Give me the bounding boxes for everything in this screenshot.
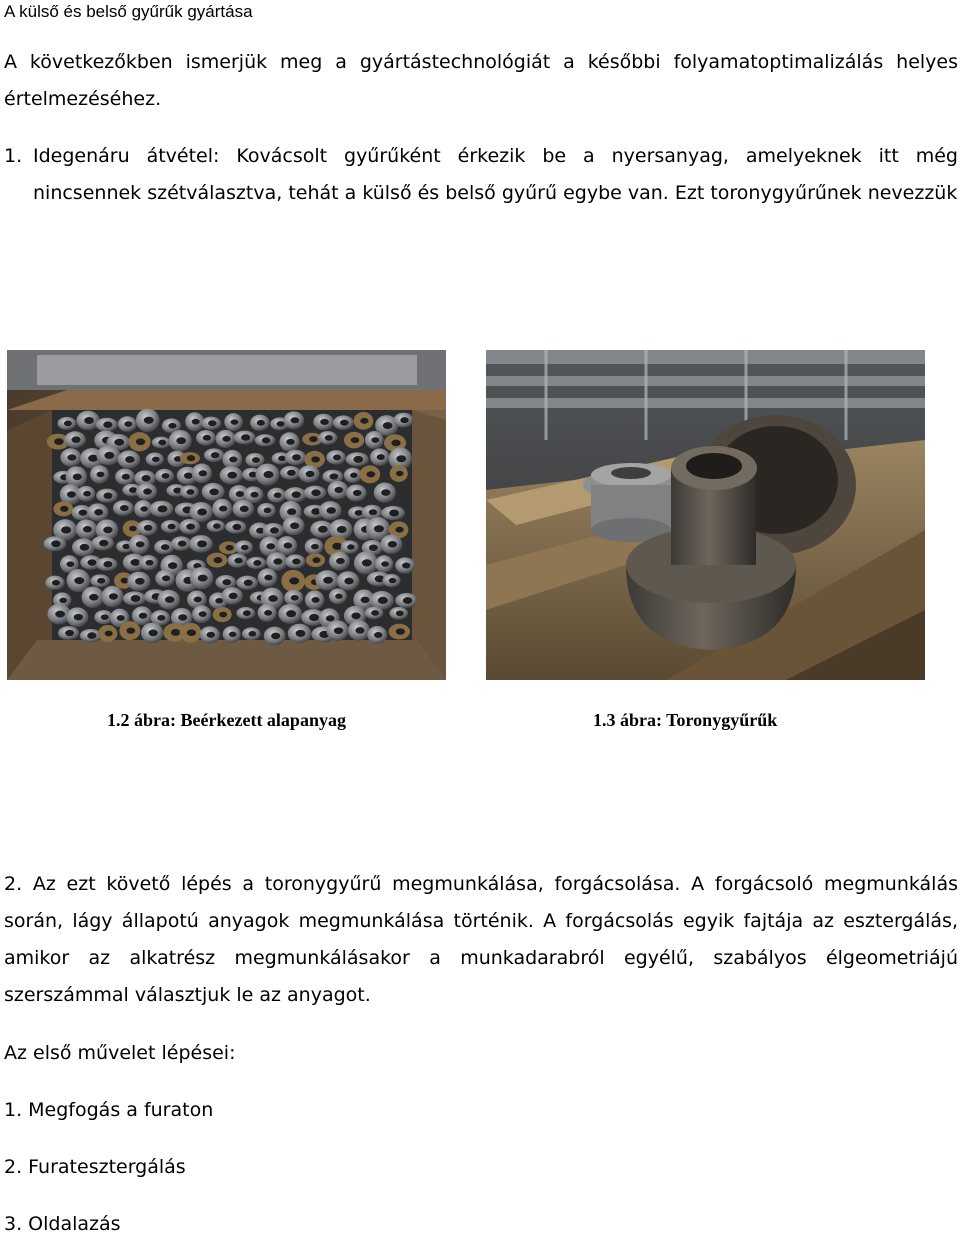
ring-hole-texture	[396, 628, 405, 634]
crate-of-rings-image	[7, 350, 446, 680]
ring-hole-texture	[287, 470, 296, 476]
ring-hole-texture	[374, 525, 384, 532]
ring-hole-texture	[97, 578, 105, 584]
ring-hole-texture	[131, 595, 141, 602]
ring-hole-texture	[208, 420, 216, 426]
ring-hole-texture	[347, 544, 355, 549]
ring-hole-texture	[143, 488, 152, 494]
ring-hole-texture	[61, 526, 71, 533]
ring-hole-texture	[290, 522, 299, 529]
ring-hole-texture	[395, 527, 403, 533]
ring-hole-texture	[335, 594, 343, 599]
ring-hole-texture	[168, 524, 176, 530]
ring-hole-texture	[84, 417, 94, 424]
ring-hole-texture	[146, 560, 154, 566]
ring-hole-texture	[215, 598, 223, 604]
ring-hole-texture	[253, 560, 261, 566]
ring-hole-texture	[120, 505, 129, 511]
ring-hole-texture	[165, 596, 174, 603]
ring-hole-texture	[291, 417, 300, 423]
ring-hole-texture	[178, 541, 187, 547]
ring-hole-texture	[51, 540, 61, 547]
ring-hole-texture	[135, 578, 145, 585]
ring-hole-texture	[391, 440, 400, 447]
ring-hole-texture	[209, 488, 219, 495]
ring-hole-texture	[197, 508, 207, 515]
ring-hole-texture	[94, 509, 103, 515]
ring-hole-texture	[222, 579, 231, 585]
ring-hole-texture	[309, 614, 319, 621]
ring-hole-texture	[227, 472, 237, 479]
ring-hole-texture	[121, 578, 129, 584]
ring-hole-texture	[199, 611, 207, 617]
ring-hole-texture	[292, 491, 301, 498]
ring-hole-texture	[186, 524, 195, 530]
ring-hole-texture	[400, 417, 408, 423]
ring-hole-texture	[231, 419, 239, 425]
ring-hole-texture	[287, 508, 296, 515]
ring-hole-texture	[144, 525, 153, 531]
ring-hole-texture	[125, 456, 135, 463]
ring-hole-texture	[184, 472, 193, 478]
ring-hole-texture	[361, 597, 370, 603]
ring-hole-texture	[139, 613, 147, 619]
ring-hole-texture	[311, 456, 320, 462]
ring-hole-texture	[129, 526, 137, 531]
ring-hole-texture	[60, 506, 68, 512]
ring-hole-texture	[318, 526, 328, 533]
ring-hole-texture	[286, 610, 296, 617]
ring-hole-texture	[309, 436, 317, 442]
ring-hole-texture	[79, 510, 88, 516]
ring-hole-texture	[136, 541, 145, 547]
ring-hole-texture	[168, 562, 177, 569]
operation-item-3: 3. Oldalazás	[4, 1213, 121, 1235]
ring-hole-texture	[278, 456, 286, 462]
ring-hole-texture	[374, 632, 382, 638]
ring-hole-texture	[381, 561, 389, 567]
ring-hole-texture	[264, 471, 274, 478]
ring-hole-texture	[262, 437, 271, 443]
ring-hole-texture	[211, 452, 220, 458]
ring-hole-texture	[383, 422, 393, 429]
ring-hole-texture	[74, 614, 83, 621]
ring-hole-texture	[306, 471, 315, 477]
ring-hole-texture	[362, 559, 372, 566]
ring-hole-texture	[353, 456, 363, 463]
step-1-paragraph	[4, 138, 958, 212]
ring-hole-texture	[268, 595, 278, 602]
ring-hole-texture	[291, 595, 299, 601]
operations-title: Az első művelet lépései:	[4, 1042, 236, 1064]
ring-hole-texture	[129, 487, 137, 493]
ring-hole-texture	[67, 491, 76, 497]
ring-hole-texture	[122, 544, 130, 549]
ring-hole-texture	[350, 473, 358, 478]
ring-hole-texture	[199, 470, 208, 476]
ring-hole-texture	[369, 509, 377, 515]
ring-hole-texture	[250, 492, 258, 498]
ring-hole-texture	[103, 421, 112, 428]
ring-hole-texture	[332, 543, 342, 550]
operation-item-2: 2. Furatesztergálás	[4, 1156, 186, 1178]
ring-hole-texture	[273, 558, 282, 564]
ring-hole-texture	[54, 438, 63, 445]
ring-hole-texture	[381, 489, 390, 496]
ring-hole-texture	[103, 492, 112, 498]
ring-hole-texture	[109, 593, 118, 599]
ring-hole-texture	[367, 471, 376, 477]
ring-hole-texture	[396, 610, 404, 616]
ring-hole-texture	[130, 559, 140, 566]
document-header: A külső és belső gyűrűk gyártása	[4, 2, 253, 21]
ring-hole-texture	[136, 438, 145, 445]
ring-hole-texture	[326, 615, 335, 621]
ring-hole-texture	[229, 632, 237, 637]
ring-hole-texture	[257, 420, 265, 426]
figure-1-2-caption: 1.2 ábra: Beérkezett alapanyag	[107, 710, 346, 730]
ring-hole-texture	[187, 455, 195, 461]
ring-hole-texture	[325, 435, 333, 441]
ring-hole-texture	[87, 559, 96, 565]
ring-hole-texture	[192, 419, 200, 425]
ring-hole-texture	[232, 524, 241, 530]
ring-hole-texture	[157, 615, 165, 621]
ring-hole-texture	[162, 473, 170, 479]
ring-hole-texture	[72, 436, 81, 442]
ring-hole-texture	[152, 457, 160, 462]
ring-hole-texture	[252, 457, 260, 463]
ring-hole-texture	[355, 627, 364, 633]
ring-hole-texture	[371, 437, 379, 443]
ring-hole-texture	[219, 506, 227, 512]
ring-hole-texture	[73, 474, 82, 480]
ring-hole-texture	[344, 578, 354, 585]
ring-hole-texture	[244, 580, 253, 586]
ring-hole-texture	[65, 630, 74, 636]
ring-hole-texture	[194, 597, 202, 603]
ring-hole-texture	[286, 439, 294, 445]
ring-hole-texture	[323, 577, 333, 584]
ring-hole-texture	[264, 508, 272, 514]
ring-hole-texture	[264, 575, 272, 581]
ring-hole-texture	[148, 630, 157, 637]
ring-hole-texture	[104, 452, 114, 459]
ring-hole-texture	[369, 544, 378, 550]
ring-hole-texture	[329, 473, 338, 479]
ring-hole-texture	[161, 544, 169, 550]
step-1-text: Idegenáru átvétel: Kovácsolt gyűrűként érkezik be a nyersanyag, amelyeknek itt még nincsennek szétválasztva, tehát a külső és belső gyűrű egybe van. Ezt toronygyűrűnek nevezzük	[33, 145, 958, 204]
ring-hole-texture	[371, 610, 379, 616]
ring-hole-texture	[264, 610, 272, 616]
ring-hole-texture	[296, 630, 306, 637]
ring-hole-texture	[396, 455, 406, 462]
ring-hole-texture	[140, 506, 148, 511]
ring-hole-texture	[355, 510, 363, 516]
ring-hole-texture	[248, 631, 256, 637]
ring-hole-texture	[142, 475, 151, 481]
ring-hole-texture	[271, 633, 280, 640]
ring-hole-texture	[207, 632, 215, 638]
ring-hole-texture	[162, 575, 170, 581]
ring-hole-texture	[229, 593, 238, 599]
ring-hole-texture	[277, 421, 285, 427]
ring-hole-texture	[178, 614, 187, 620]
ring-hole-texture	[378, 597, 388, 604]
ring-hole-texture	[171, 629, 181, 636]
ring-hole-texture	[334, 487, 343, 493]
ring-hole-texture	[241, 434, 250, 441]
ring-hole-texture	[289, 577, 299, 584]
ring-hole-texture	[80, 544, 90, 551]
ring-hole-texture	[64, 421, 72, 427]
ring-hole-texture	[122, 474, 130, 480]
ring-hole-texture	[198, 575, 208, 582]
ring-hole-texture	[274, 492, 282, 498]
ring-hole-texture	[168, 423, 176, 429]
ring-hole-texture	[103, 561, 112, 567]
ring-hole-texture	[388, 541, 397, 548]
ring-hole-texture	[270, 527, 279, 533]
ring-hole-texture	[222, 436, 230, 442]
ring-hole-texture	[312, 557, 320, 563]
tower-rings-image	[486, 350, 925, 680]
ring-hole-texture	[105, 631, 113, 637]
ring-hole-texture	[389, 578, 397, 583]
ring-hole-texture	[234, 558, 242, 564]
ring-hole-texture	[333, 455, 341, 461]
ring-hole-texture	[327, 507, 336, 514]
ring-hole-texture	[213, 523, 221, 529]
figure-1-3-caption: 1.3 ábra: Toronygyűrűk	[593, 710, 778, 730]
ring-hole-texture	[67, 454, 76, 460]
ring-hole-texture	[89, 594, 98, 601]
ring-hole-texture	[55, 611, 65, 618]
ring-hole-texture	[114, 439, 124, 446]
ring-hole-texture	[334, 627, 343, 634]
ring-hole-texture	[320, 419, 329, 425]
ring-hole-texture	[403, 597, 412, 604]
ring-hole-texture	[187, 629, 196, 636]
ring-hole-texture	[187, 489, 195, 495]
ring-hole-texture	[402, 562, 410, 568]
ring-hole-texture	[311, 544, 319, 550]
photo-tower-rings	[486, 350, 925, 680]
ring-hole-texture	[292, 558, 300, 564]
ring-hole-texture	[66, 561, 74, 567]
ring-hole-texture	[236, 491, 244, 497]
ring-hole-texture	[351, 613, 360, 620]
ring-hole-texture	[336, 558, 345, 564]
ring-hole-texture	[284, 542, 293, 548]
ring-hole-texture	[229, 456, 237, 462]
ring-hole-texture	[203, 435, 211, 441]
ring-hole-texture	[83, 491, 91, 497]
ring-hole-texture	[243, 610, 251, 616]
ring-hole-texture	[389, 509, 399, 516]
ring-hole-texture	[144, 417, 154, 424]
ring-hole-texture	[266, 543, 275, 549]
ring-hole-texture	[103, 526, 112, 533]
photo-incoming-raw-material	[7, 350, 446, 680]
ring-hole-texture	[240, 506, 249, 512]
ring-hole-texture	[226, 545, 234, 551]
ring-hole-texture	[124, 421, 132, 427]
ring-hole-texture	[74, 577, 84, 584]
ring-hole-texture	[52, 580, 60, 586]
ring-hole-texture	[337, 526, 347, 533]
ring-hole-texture	[292, 454, 301, 460]
ring-hole-texture	[340, 420, 349, 426]
operation-item-1: 1. Megfogás a furaton	[4, 1099, 214, 1121]
ring-hole-texture	[219, 612, 227, 618]
ring-hole-texture	[158, 440, 166, 446]
step-1-number: 1.	[4, 145, 23, 167]
ring-hole-texture	[214, 557, 223, 563]
ring-hole-texture	[351, 437, 360, 443]
ring-hole-texture	[117, 615, 125, 621]
ring-hole-texture	[360, 418, 368, 424]
ring-hole-texture	[197, 540, 207, 547]
ring-hole-texture	[87, 632, 96, 639]
step-2-paragraph: 2. Az ezt követő lépés a toronygyűrű megmunkálása, forgácsolása. A forgácsoló megmunkálás során, lágy állapotú anyagok megmunkálása történik. A forgácsolás egyik fajtája az esztergálás, amikor az alkatrész megmunkálásakor a munkadarabról egyélű, szabályos élgeometriájú szerszámmal választjuk le az anyagot.	[4, 873, 958, 1006]
ring-hole-texture	[312, 597, 320, 603]
ring-hole-texture	[126, 628, 135, 634]
ring-hole-texture	[158, 505, 168, 512]
ring-hole-texture	[97, 472, 105, 478]
intro-paragraph: A következőkben ismerjük meg a gyártástechnológiát a későbbi folyamatoptimalizálás helyes értelmezéséhez.	[4, 51, 958, 110]
ring-hole-texture	[241, 545, 249, 551]
ring-hole-texture	[396, 471, 404, 476]
ring-hole-texture	[311, 489, 320, 496]
ring-hole-texture	[353, 490, 362, 496]
ring-hole-texture	[176, 437, 186, 444]
ring-hole-texture	[99, 540, 108, 547]
ring-hole-texture	[59, 598, 67, 603]
ring-hole-texture	[83, 526, 92, 532]
ring-hole-texture	[101, 614, 109, 620]
ring-hole-texture	[377, 454, 385, 460]
